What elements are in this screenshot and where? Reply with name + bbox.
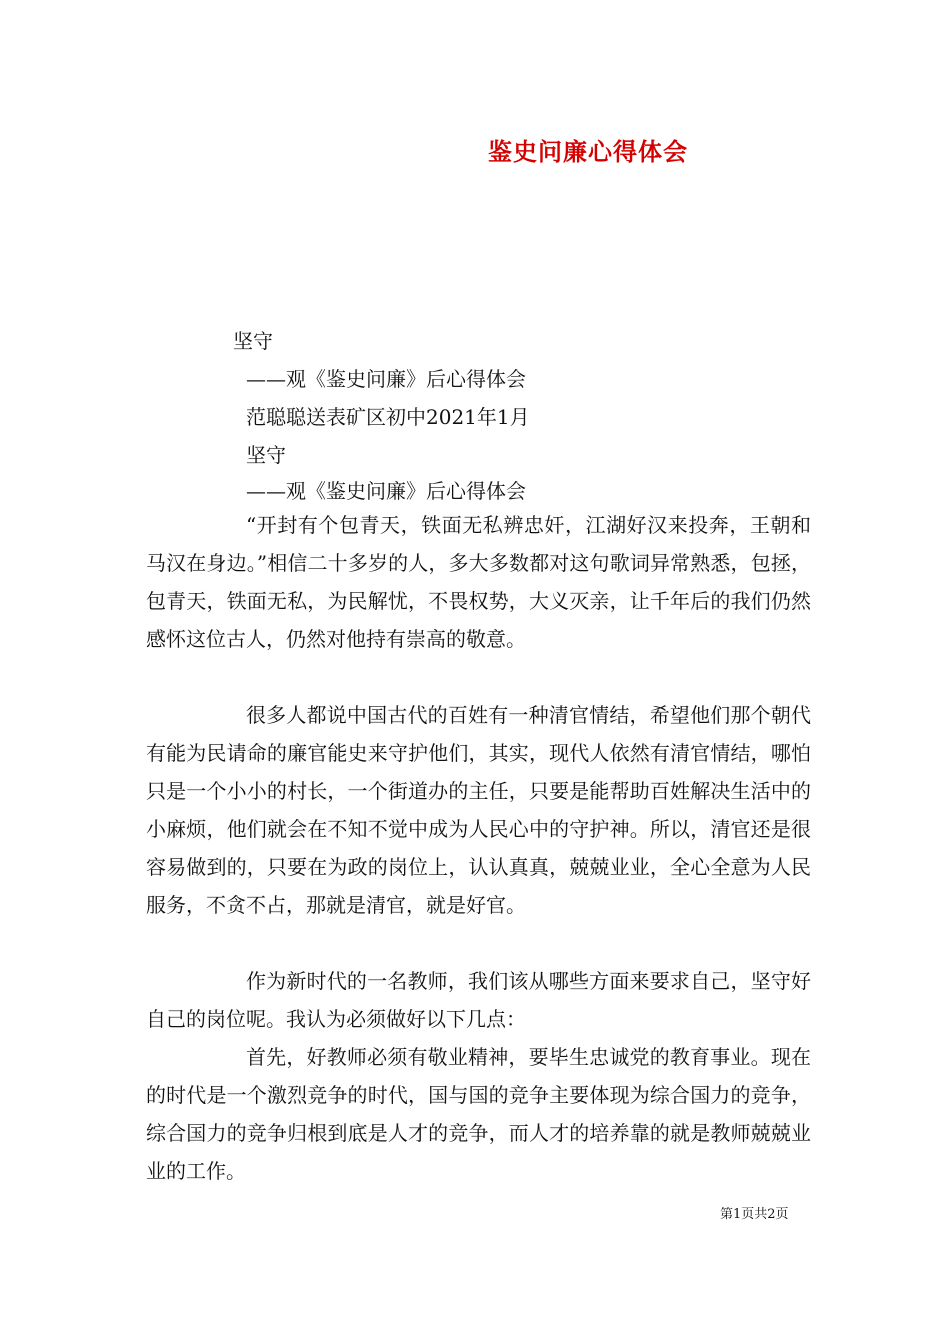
header-line-subtitle: ——观《鉴史问廉》后心得体会 (246, 367, 526, 391)
header-line-subtitle-repeat: ——观《鉴史问廉》后心得体会 (246, 479, 526, 503)
page-footer: 第1页共2页 (720, 1207, 789, 1222)
document-title: 鉴史问廉心得体会 (488, 137, 688, 166)
header-line-title: 坚守 (233, 329, 273, 353)
header-line-author: 范聪聪送表矿区初中2021年1月 (246, 405, 530, 429)
paragraph-4: 首先，好教师必须有敬业精神，要毕生忠诚党的教育事业。现在的时代是一个激烈竞争的时代，国与国的竞争主要体现为综合国力的竞争，综合国力的竞争归根到底是人才的竞争，而人才的培养靠的就是教师兢兢业业的工作。 (146, 1045, 811, 1183)
paragraph-2: 很多人都说中国古代的百姓有一种清官情结，希望他们那个朝代有能为民请命的廉官能史来守护他们，其实，现代人依然有清官情结，哪怕只是一个小小的村长，一个街道办的主任，只要是能帮助百姓解决生活中的小麻烦，他们就会在不知不觉中成为人民心中的守护神。所以，清官还是很容易做到的，只要在为政的岗位上，认认真真，兢兢业业，全心全意为人民服务，不贪不占，那就是清官，就是好官。 (146, 703, 811, 917)
paragraph-3: 作为新时代的一名教师，我们该从哪些方面来要求自己，坚守好自己的岗位呢。我认为必须做好以下几点： (146, 969, 811, 1031)
paragraph-1: “开封有个包青天，铁面无私辨忠奸，江湖好汉来投奔，王朝和马汉在身边。”相信二十多岁的人，多大多数都对这句歌词异常熟悉，包拯，包青天，铁面无私，为民解忧，不畏权势，大义灭亲，让千年后的我们仍然感怀这位古人，仍然对他持有崇高的敬意。 (146, 513, 811, 651)
header-line-title-repeat: 坚守 (246, 443, 286, 467)
